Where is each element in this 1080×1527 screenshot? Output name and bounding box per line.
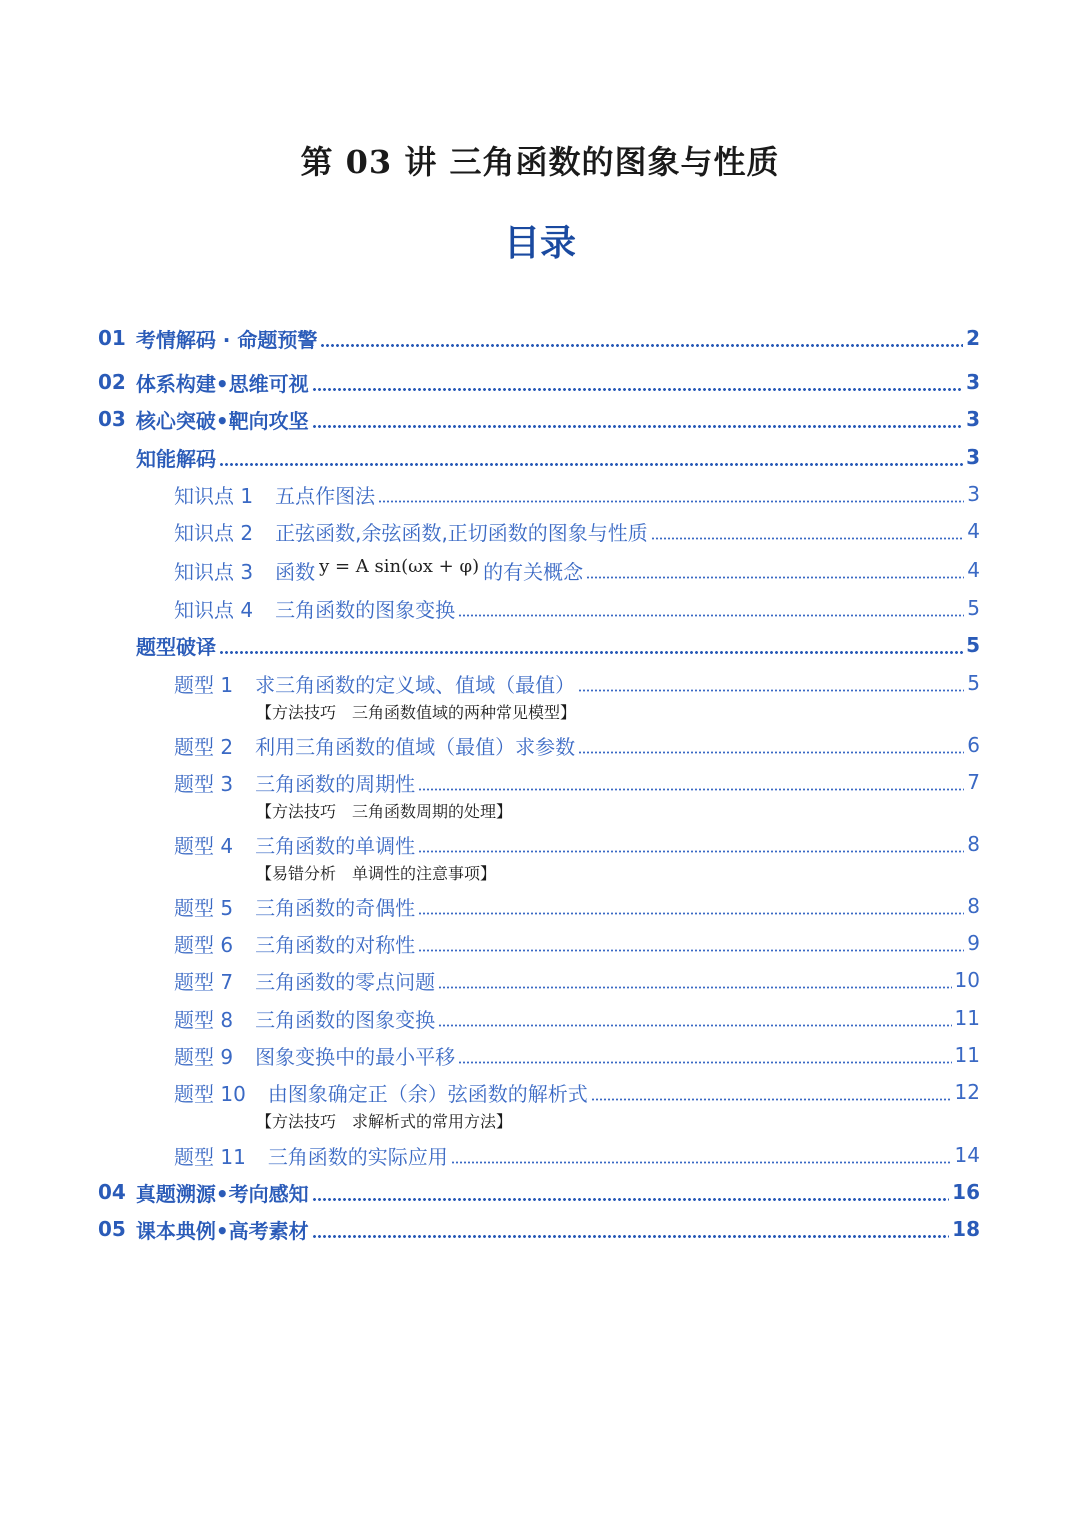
page-number: 12 [954,1080,980,1104]
toc-entry-question-types[interactable] [136,628,980,662]
page-number: 5 [967,596,980,620]
page-number: 16 [952,1180,980,1204]
entry-label: 利用三角函数的值域（最值）求参数 [255,734,576,759]
page-number: 7 [967,770,980,794]
toc-note[interactable]: 【方法技巧 三角函数周期的处理】 [256,802,513,821]
entry-tag: 题型 5 [174,895,234,920]
section-number: 02 [98,370,126,394]
toc-note[interactable]: 【方法技巧 求解析式的常用方法】 [256,1112,513,1131]
dot-leader [586,576,964,579]
toc-entry-knowledge[interactable] [136,440,980,474]
dot-leader [591,1098,952,1101]
page-number: 6 [967,733,980,757]
entry-tag: 题型 7 [174,969,234,994]
toc-entry-type-6[interactable] [174,926,980,960]
page-number: 9 [967,931,980,955]
toc-note[interactable]: 【易错分析 单调性的注意事项】 [256,864,497,883]
entry-label: 三角函数的图象变换 [275,597,456,622]
toc-entry-section-03[interactable] [98,402,980,436]
page-number: 18 [952,1217,980,1241]
entry-label: 三角函数的对称性 [255,932,416,957]
entry-label: 三角函数的奇偶性 [255,895,416,920]
section-label: 核心突破•靶向攻坚 [135,408,309,433]
dot-leader [418,912,964,915]
entry-tag: 题型 1 [174,672,234,697]
dot-leader [312,388,963,391]
page-number: 3 [966,445,980,469]
formula: y = A sin(ωx + φ) [319,555,480,577]
toc-entry-section-02[interactable] [98,365,980,399]
dot-leader [578,751,964,754]
entry-tag: 知识点 1 [174,483,254,508]
entry-tag: 题型 8 [174,1007,234,1032]
dot-leader [378,500,964,503]
toc-entry-knowledge-point-2[interactable] [174,514,980,548]
title-number: 03 [345,143,393,181]
page-number: 11 [954,1006,980,1030]
page-number: 3 [966,370,980,394]
dot-leader [438,1024,951,1027]
section-label: 考情解码 · 命题预警 [135,327,318,352]
entry-tag: 题型 11 [174,1144,246,1169]
entry-label: 三角函数的周期性 [255,771,416,796]
entry-tag: 知识点 3 [174,559,254,584]
subsection-label: 知能解码 [136,446,216,471]
toc-entry-section-05[interactable] [98,1212,980,1246]
dot-leader [219,463,963,466]
toc-entry-section-01[interactable] [98,321,980,355]
entry-label: 正弦函数,余弦函数,正切函数的图象与性质 [275,520,648,545]
section-number: 03 [98,407,126,431]
toc-entry-type-3[interactable] [174,765,980,799]
title-text: 讲 三角函数的图象与性质 [404,143,780,181]
page-number: 8 [967,894,980,918]
entry-label: 图象变换中的最小平移 [255,1044,456,1069]
page-number: 14 [954,1143,980,1167]
dot-leader [312,1198,950,1201]
page-number: 5 [966,633,980,657]
section-number: 05 [98,1217,126,1241]
entry-label: 三角函数的单调性 [255,833,416,858]
dot-leader [219,651,963,654]
toc-entry-type-1[interactable] [174,666,980,700]
toc-entry-type-8[interactable] [174,1001,980,1035]
entry-label-before: 函数 [275,559,316,584]
entry-label: 三角函数的图象变换 [255,1007,436,1032]
section-number: 04 [98,1180,126,1204]
entry-tag: 题型 2 [174,734,234,759]
dot-leader [320,344,963,347]
entry-tag: 知识点 2 [174,520,254,545]
toc-heading: 目录 [503,223,576,264]
page-number: 3 [967,482,980,506]
toc-entry-knowledge-point-3[interactable] [174,553,980,587]
dot-leader [458,1061,951,1064]
toc-entry-type-4[interactable] [174,827,980,861]
entry-label-after: 的有关概念 [483,559,584,584]
page-number: 4 [967,558,980,582]
entry-label: 由图象确定正（余）弦函数的解析式 [267,1081,588,1106]
entry-tag: 题型 4 [174,833,234,858]
section-label: 真题溯源•考向感知 [135,1181,309,1206]
toc-note[interactable]: 【方法技巧 三角函数值域的两种常见模型】 [256,703,577,722]
subsection-label: 题型破译 [136,634,216,659]
toc-entry-type-9[interactable] [174,1038,980,1072]
dot-leader [458,614,964,617]
title-prefix: 第 [300,143,334,181]
page-number: 8 [967,832,980,856]
toc-entry-knowledge-point-1[interactable] [174,477,980,511]
toc-entry-type-11[interactable] [174,1138,980,1172]
dot-leader [312,1235,950,1238]
toc-entry-type-5[interactable] [174,889,980,923]
page-number: 5 [967,671,980,695]
entry-label: 三角函数的零点问题 [255,969,436,994]
document-title [0,134,1080,190]
section-label: 课本典例•高考素材 [135,1218,309,1243]
dot-leader [418,788,964,791]
dot-leader [418,850,964,853]
entry-label: 求三角函数的定义域、值域（最值） [255,672,576,697]
toc-entry-type-2[interactable] [174,728,980,762]
toc-entry-knowledge-point-4[interactable] [174,591,980,625]
entry-tag: 题型 3 [174,771,234,796]
section-number: 01 [98,326,126,350]
dot-leader [438,986,951,989]
page-number: 4 [967,519,980,543]
entry-label: 五点作图法 [275,483,376,508]
entry-label: 三角函数的实际应用 [267,1144,448,1169]
toc-entry-type-7[interactable] [174,963,980,997]
page-number: 2 [966,326,980,350]
toc-entry-type-10[interactable] [174,1075,980,1109]
entry-tag: 题型 9 [174,1044,234,1069]
page-number: 10 [954,968,980,992]
section-label: 体系构建•思维可视 [135,371,309,396]
entry-tag: 知识点 4 [174,597,254,622]
page-number: 3 [966,407,980,431]
dot-leader [418,949,964,952]
entry-tag: 题型 6 [174,932,234,957]
toc-entry-section-04[interactable] [98,1175,980,1209]
page-number: 11 [954,1043,980,1067]
dot-leader [312,425,963,428]
entry-tag: 题型 10 [174,1081,246,1106]
dot-leader [451,1161,952,1164]
dot-leader [651,537,964,540]
dot-leader [578,689,964,692]
